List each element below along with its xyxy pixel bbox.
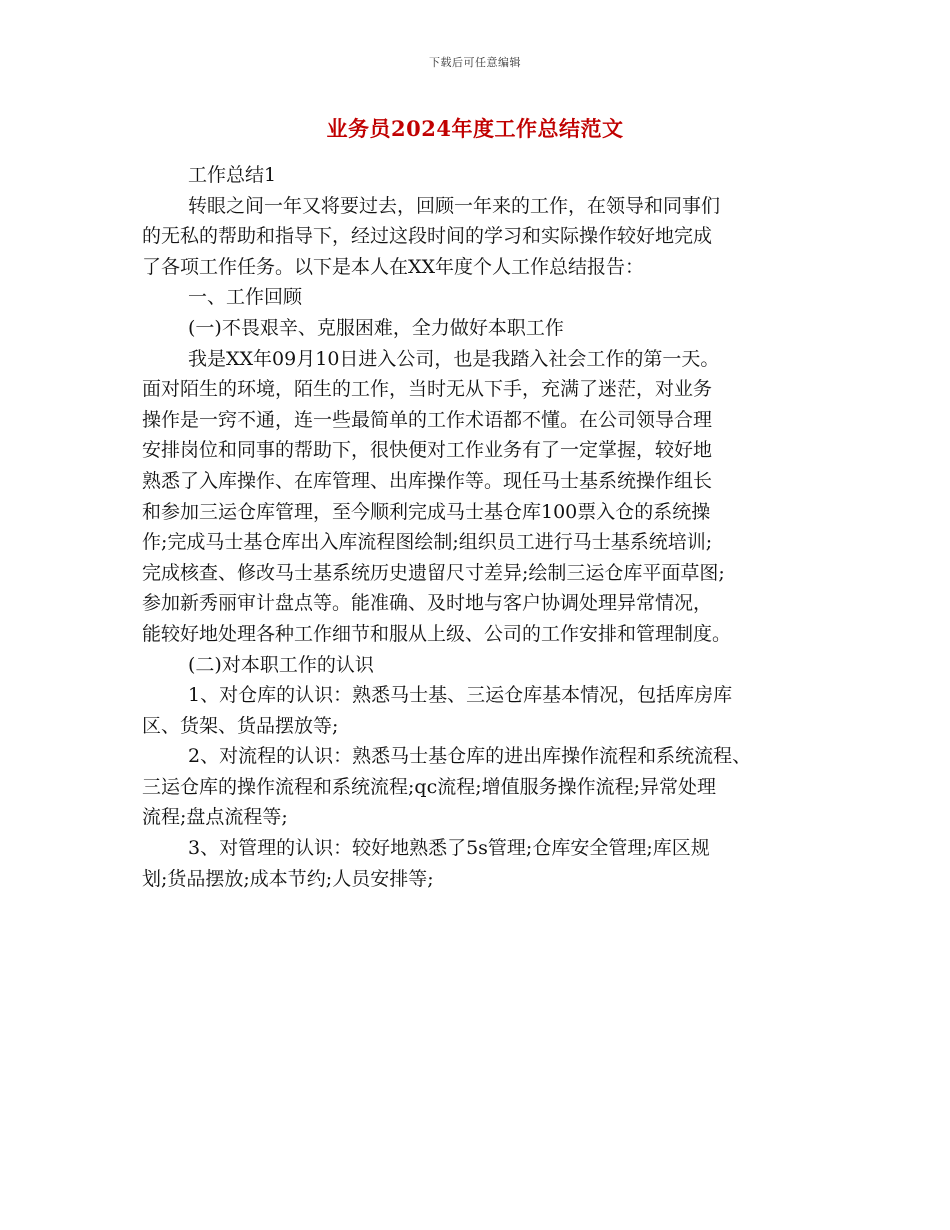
body-line: 安排岗位和同事的帮助下，很快便对工作业务有了一定掌握，较好地	[142, 439, 713, 462]
body-line: 1、对仓库的认识：熟悉马士基、三运仓库基本情况，包括库房库	[188, 684, 733, 707]
body-line: 面对陌生的环境，陌生的工作，当时无从下手，充满了迷茫，对业务	[142, 378, 713, 401]
body-line: 完成核查、修改马士基系统历史遗留尺寸差异;绘制三运仓库平面草图;	[142, 561, 725, 584]
body-line: 划;货品摆放;成本节约;人员安排等;	[142, 867, 434, 890]
body-line: 转眼之间一年又将要过去，回顾一年来的工作，在领导和同事们	[188, 194, 721, 217]
subsection-heading: (二)对本职工作的认识	[188, 653, 374, 676]
body-line: 熟悉了入库操作、在库管理、出库操作等。现任马士基系统操作组长	[142, 469, 713, 492]
body-line: 流程;盘点流程等;	[142, 806, 288, 829]
body-line: 区、货架、货品摆放等;	[142, 714, 339, 737]
body-line: 的无私的帮助和指导下，经过这段时间的学习和实际操作较好地完成	[142, 225, 713, 248]
header-note: 下载后可任意编辑	[429, 56, 521, 69]
body-line: 操作是一窍不通，连一些最简单的工作术语都不懂。在公司领导合理	[142, 408, 713, 431]
body-line: 2、对流程的认识：熟悉马士基仓库的进出库操作流程和系统流程、	[188, 745, 752, 768]
body-line: 三运仓库的操作流程和系统流程;qc流程;增值服务操作流程;异常处理	[142, 775, 717, 798]
document-title: 业务员2024年度工作总结范文	[326, 116, 624, 141]
section-heading: 一、工作回顾	[188, 286, 303, 309]
body-line: 工作总结1	[188, 164, 277, 186]
body-line: 我是XX年09月10日进入公司，也是我踏入社会工作的第一天。	[188, 347, 720, 370]
body-line: 了各项工作任务。以下是本人在XX年度个人工作总结报告：	[142, 255, 645, 278]
body-line: 和参加三运仓库管理，至今顺利完成马士基仓库100票入仓的系统操	[142, 500, 711, 523]
body-line: 能较好地处理各种工作细节和服从上级、公司的工作安排和管理制度。	[142, 622, 732, 645]
subsection-heading: (一)不畏艰辛、克服困难，全力做好本职工作	[188, 316, 564, 339]
body-line: 作;完成马士基仓库出入库流程图绘制;组织员工进行马士基系统培训;	[142, 531, 713, 554]
body-line: 参加新秀丽审计盘点等。能准确、及时地与客户协调处理异常情况，	[142, 592, 713, 615]
document-body	[142, 160, 822, 894]
body-line: 3、对管理的认识：较好地熟悉了5s管理;仓库安全管理;库区规	[188, 837, 710, 860]
